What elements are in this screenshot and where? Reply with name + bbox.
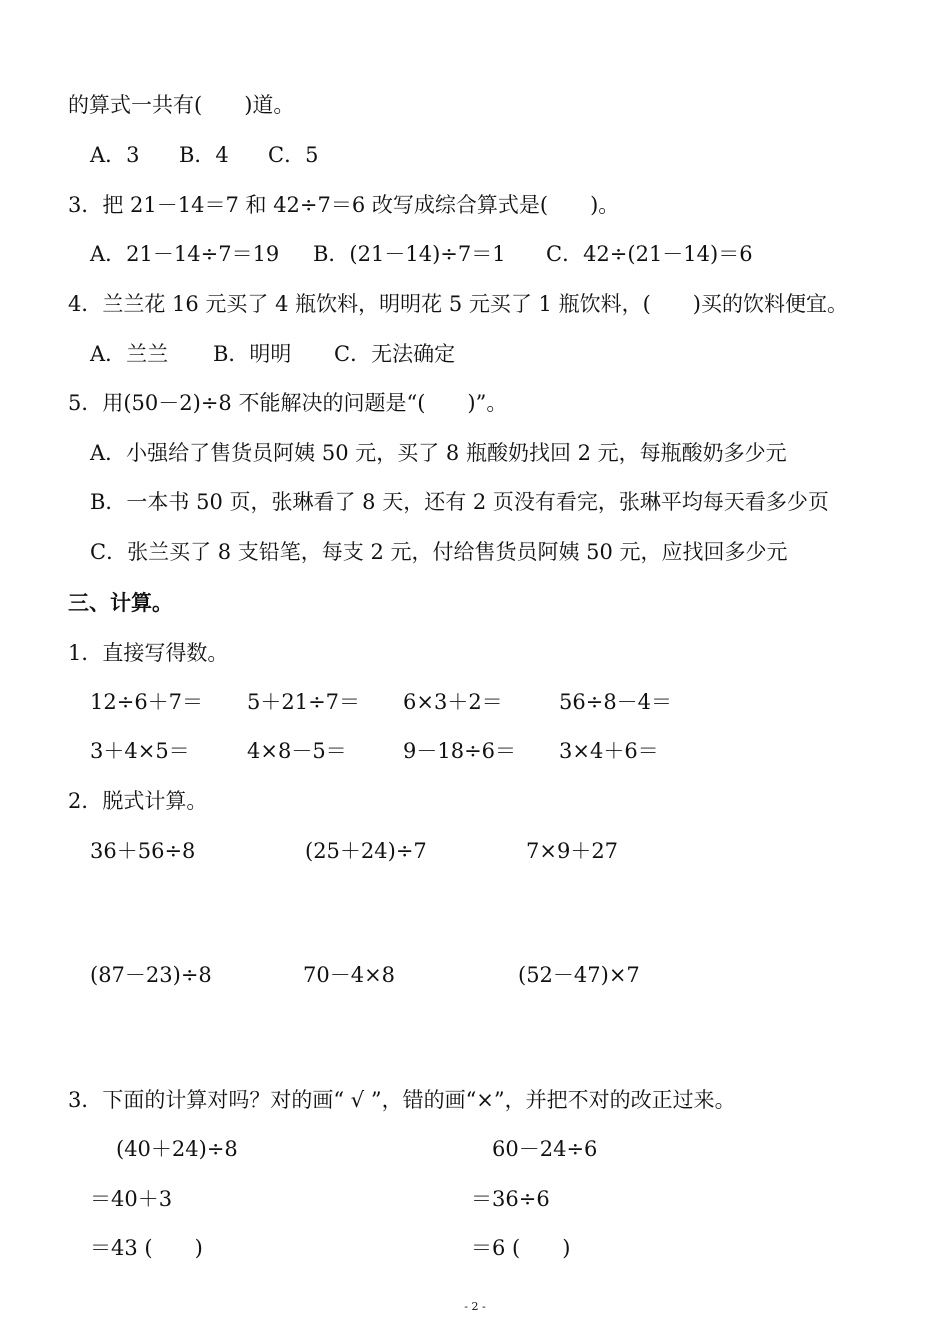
check-right-line: ＝6 ( )	[471, 1236, 571, 1260]
q2-option-b: B．4	[179, 143, 229, 167]
mental-math-item: 5＋21÷7＝	[247, 690, 361, 714]
section-3-heading: 三、计算。	[68, 591, 173, 615]
q5-option-a: A．小强给了售货员阿姨 50 元，买了 8 瓶酸奶找回 2 元，每瓶酸奶多少元	[90, 441, 787, 465]
step-calc-item: 7×9＋27	[526, 839, 619, 863]
q4-option-b: B．明明	[213, 342, 292, 366]
q3-option-c: C．42÷(21－14)＝6	[546, 242, 753, 266]
step-calc-item: 70－4×8	[303, 963, 396, 987]
q2-option-c: C．5	[268, 143, 319, 167]
step-calc-item: (87－23)÷8	[90, 963, 212, 987]
q4-stem: 4．兰兰花 16 元买了 4 瓶饮料，明明花 5 元买了 1 瓶饮料，( )买的饮料便宜。	[68, 292, 848, 316]
mental-math-item: 9－18÷6＝	[403, 739, 517, 763]
mental-math-item: 6×3＋2＝	[403, 690, 503, 714]
q5-stem: 5．用(50－2)÷8 不能解决的问题是“( )”。	[68, 391, 508, 415]
mental-math-item: 3×4＋6＝	[559, 739, 659, 763]
mental-math-item: 3＋4×5＝	[90, 739, 190, 763]
mental-math-item: 4×8－5＝	[247, 739, 347, 763]
q3-option-b: B．(21－14)÷7＝1	[313, 242, 506, 266]
q3-stem: 3．把 21－14＝7 和 42÷7＝6 改写成综合算式是( )。	[68, 193, 620, 217]
q5-option-b: B．一本书 50 页，张琳看了 8 天，还有 2 页没有看完，张琳平均每天看多少页	[90, 490, 829, 514]
check-left-line: ＝40＋3	[90, 1187, 173, 1211]
q2-option-a: A．3	[90, 143, 140, 167]
check-left-line: ＝43 ( )	[90, 1236, 203, 1260]
s3-part2-title: 2．脱式计算。	[68, 789, 208, 813]
s3-part1-title: 1．直接写得数。	[68, 641, 229, 665]
q3-option-a: A．21－14÷7＝19	[90, 242, 280, 266]
mental-math-item: 56÷8－4＝	[559, 690, 673, 714]
step-calc-item: (52－47)×7	[518, 963, 640, 987]
q4-option-c: C．无法确定	[334, 342, 456, 366]
step-calc-item: 36＋56÷8	[90, 839, 196, 863]
check-right-line: 60－24÷6	[492, 1137, 598, 1161]
s3-part3-title: 3．下面的计算对吗？对的画“ √ ”，错的画“×”，并把不对的改正过来。	[68, 1088, 736, 1112]
page-number: - 2 -	[464, 1300, 486, 1313]
step-calc-item: (25＋24)÷7	[305, 839, 427, 863]
check-right-line: ＝36÷6	[471, 1187, 550, 1211]
q2-stem-continuation: 的算式一共有( )道。	[68, 93, 295, 117]
q4-option-a: A．兰兰	[90, 342, 169, 366]
mental-math-item: 12÷6＋7＝	[90, 690, 204, 714]
check-left-line: (40＋24)÷8	[116, 1137, 238, 1161]
q5-option-c: C．张兰买了 8 支铅笔，每支 2 元，付给售货员阿姨 50 元，应找回多少元	[90, 540, 788, 564]
